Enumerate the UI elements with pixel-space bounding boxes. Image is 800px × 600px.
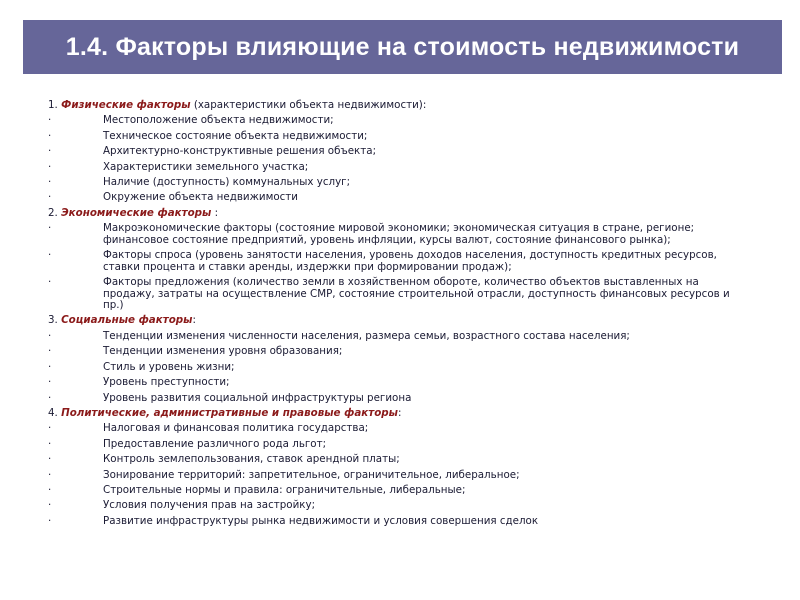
list-item-text: Характеристики земельного участка; — [103, 160, 309, 173]
section-label: Экономические факторы — [61, 206, 212, 219]
section-number: 3. — [48, 314, 62, 327]
bullet-icon: · — [48, 483, 52, 496]
list-item-text: Техническое состояние объекта недвижимости; — [103, 129, 368, 142]
section-suffix: : — [211, 206, 219, 219]
list-item-text: Зонирование территорий: запретительное, ограничительное, либеральное; — [103, 468, 520, 481]
bullet-icon: · — [48, 360, 52, 373]
list-item — [48, 498, 738, 513]
list-item — [48, 468, 738, 483]
bullet-icon: · — [48, 276, 52, 288]
bullet-icon: · — [48, 422, 52, 435]
bullet-icon: · — [48, 160, 52, 173]
list-item-text: Предоставление различного рода льгот; — [103, 437, 327, 450]
bullet-icon: · — [48, 499, 52, 512]
list-item — [48, 175, 738, 190]
bullet-icon: · — [48, 376, 52, 389]
list-item — [48, 483, 738, 498]
list-item — [48, 129, 738, 144]
list-item — [48, 144, 738, 159]
bullet-icon: · — [48, 129, 52, 142]
list-item-text: Контроль землепользования, ставок арендной платы; — [103, 453, 400, 466]
list-item-text: Тенденции изменения уровня образования; — [103, 345, 343, 358]
section-number: 1. — [48, 99, 62, 111]
section-suffix: (характеристики объекта недвижимости): — [190, 99, 427, 111]
list-item — [48, 221, 738, 248]
list-item-text: Тенденции изменения численности населения, размера семьи, возрастного состава населения; — [103, 329, 630, 342]
list-item — [48, 452, 738, 467]
section-heading — [48, 313, 738, 328]
title-banner — [23, 20, 782, 74]
section-label: Социальные факторы — [61, 314, 193, 327]
bullet-icon: · — [48, 437, 52, 450]
bullet-icon: · — [48, 514, 52, 527]
list-item — [48, 344, 738, 359]
list-item — [48, 421, 738, 436]
list-item — [48, 437, 738, 452]
bullet-icon: · — [48, 114, 52, 127]
list-item — [48, 248, 738, 275]
bullet-icon: · — [48, 191, 52, 204]
bullet-icon: · — [48, 176, 52, 189]
list-item-text: Факторы предложения (количество земли в хозяйственном обороте, количество объектов выставленных на продажу, затраты на осуществление СМР, состояние строительной отрасли, доступность финансовых ресурсов и пр.) — [103, 276, 730, 312]
factors-list — [48, 98, 738, 529]
list-item — [48, 391, 738, 406]
section-heading — [48, 406, 738, 421]
bullet-icon: · — [48, 249, 52, 262]
list-item — [48, 329, 738, 344]
section-suffix: : — [398, 406, 402, 419]
section-number: 2. — [48, 206, 62, 219]
list-item-text: Развитие инфраструктуры рынка недвижимости и условия совершения сделок — [103, 514, 539, 527]
list-item-text: Стиль и уровень жизни; — [103, 360, 235, 373]
section-heading — [48, 98, 738, 113]
list-item — [48, 160, 738, 175]
list-item-text: Уровень развития социальной инфраструктуры региона — [103, 391, 412, 404]
list-item-text: Строительные нормы и правила: ограничительные, либеральные; — [103, 483, 466, 496]
list-item-text: Местоположение объекта недвижимости; — [103, 114, 334, 127]
list-item-text: Налоговая и финансовая политика государства; — [103, 422, 369, 435]
list-item-text: Макроэкономические факторы (состояние мировой экономики; экономическая ситуация в стране, регионе; финансовое состояние предприятий, уровень инфляции, курсы валют, состояние финансового рынка); — [103, 222, 695, 246]
slide-title: 1.4. Факторы влияющие на стоимость недвижимости — [65, 32, 740, 61]
bullet-icon: · — [48, 468, 52, 481]
section-suffix: : — [192, 314, 196, 327]
list-item — [48, 190, 738, 205]
section-heading — [48, 206, 738, 221]
bullet-icon: · — [48, 145, 52, 158]
list-item-text: Факторы спроса (уровень занятости населения, уровень доходов населения, доступность кредитных ресурсов, ставки процента и ставки аренды, издержки при формировании продаж); — [103, 249, 717, 273]
list-item — [48, 375, 738, 390]
list-item — [48, 275, 738, 313]
list-item-text: Условия получения прав на застройку; — [103, 499, 316, 512]
list-item — [48, 360, 738, 375]
section-label: Политические, административные и правовые факторы — [61, 406, 398, 419]
bullet-icon: · — [48, 345, 52, 358]
list-item-text: Уровень преступности; — [103, 376, 230, 389]
bullet-icon: · — [48, 391, 52, 404]
section-number: 4. — [48, 406, 62, 419]
list-item-text: Наличие (доступность) коммунальных услуг; — [103, 176, 351, 189]
list-item — [48, 514, 738, 529]
bullet-icon: · — [48, 453, 52, 466]
list-item-text: Окружение объекта недвижимости — [103, 191, 298, 204]
section-label: Физические факторы — [61, 99, 191, 111]
bullet-icon: · — [48, 329, 52, 342]
list-item — [48, 113, 738, 128]
bullet-icon: · — [48, 222, 52, 235]
list-item-text: Архитектурно-конструктивные решения объекта; — [103, 145, 377, 158]
